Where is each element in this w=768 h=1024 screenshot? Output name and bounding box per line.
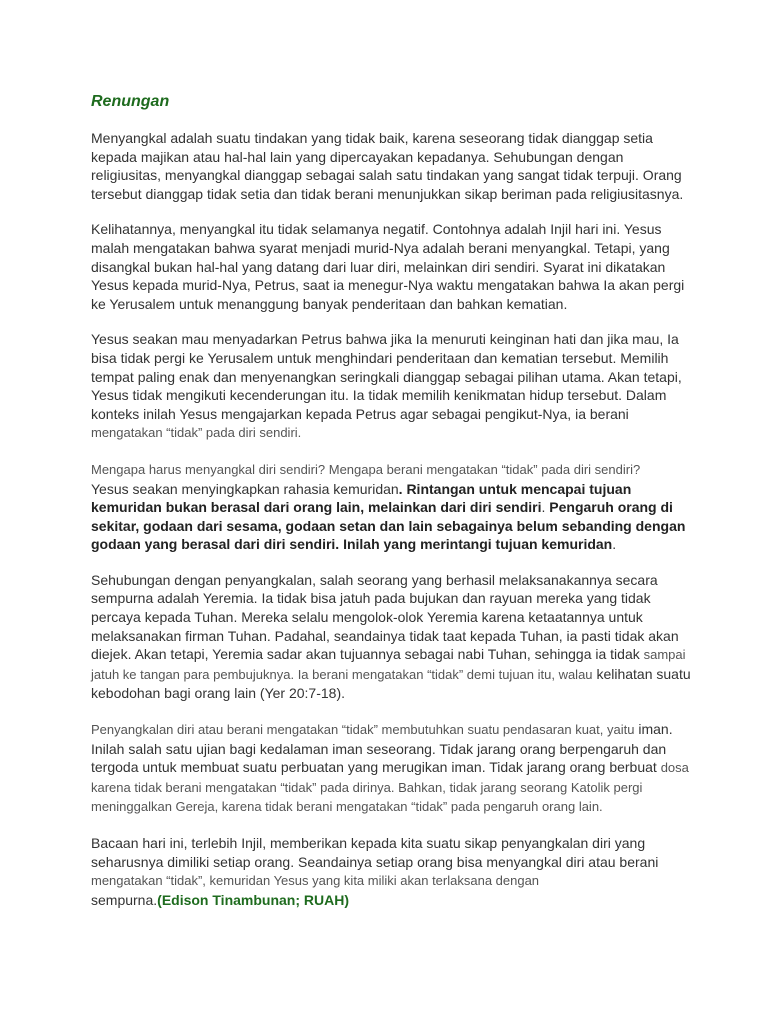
paragraph-6	[91, 720, 691, 817]
paragraph-1: Menyangkal adalah suatu tindakan yang tidak baik, karena seseorang tidak dianggap setia kepada majikan atau hal-hal lain yang dipercayakan kepadanya. Sehubungan dengan religiusitas, menyangkal dianggap sebagai salah satu tindakan yang sangat tidak terpuji. Orang tersebut dianggap tidak setia dan tidak berani menunjukkan sikap beriman pada religiusitasnya.	[91, 130, 684, 202]
paragraph-7-light: mengatakan “tidak”, kemuridan Yesus yang kita miliki akan terlaksana dengan	[91, 873, 540, 889]
paragraph-4-bold-1: . Rintangan untuk mencapai tujuan kemuridan bukan berasal dari orang lain, melainkan dari diri sendiri	[91, 480, 632, 516]
paragraph-4	[91, 460, 691, 554]
paragraph-3-tail: mengatakan “tidak” pada diri sendiri.	[91, 425, 302, 441]
paragraph-5-light: sampai jatuh ke tangan para pembujuknya. Ia berani mengatakan “tidak” demi tujuan itu, walau	[91, 647, 686, 682]
paragraph-3-text: Yesus seakan mau menyadarkan Petrus bahwa jika Ia menuruti keinginan hati dan jika mau, Ia bisa tidak pergi ke Yerusalem untuk menghindari penderitaan dan kematian tersebut. Memilih tempat paling enak dan menyenangkan seringkali dianggap sebagai pilihan utama. Akan tetapi, Yesus tidak mengikuti kecenderungan itu. Ia tidak memilih kenikmatan hidup tersebut. Dalam konteks inilah Yesus mengajarkan kepada Petrus agar sebagai pengikut-Nya, ia berani	[91, 331, 682, 422]
paragraph-3	[91, 330, 691, 443]
paragraph-6-light-2: dosa karena tidak berani mengatakan “tidak” pada dirinya. Bahkan, tidak jarang seorang Katolik pergi meninggalkan Gereja, karena tidak berani mengatakan “tidak” pada pengaruh orang lain.	[91, 760, 689, 815]
paragraph-6-text: iman. Inilah salah satu ujian bagi kedalaman iman seseorang. Tidak jarang orang berpengaruh dan tergoda untuk membuat suatu perbuatan yang merugikan iman. Tidak jarang orang berbuat	[91, 721, 673, 776]
paragraph-4-sep: .	[541, 499, 550, 516]
author-credit: (Edison Tinambunan; RUAH)	[157, 891, 349, 908]
paragraph-7-text: Bacaan hari ini, terlebih Injil, memberikan kepada kita suatu sikap penyangkalan diri yang seharusnya dimiliki setiap orang. Seandainya setiap orang bisa menyangkal diri atau berani	[91, 835, 659, 870]
paragraph-5-tail: kelihatan suatu kebodohan bagi orang lain (Yer 20:7-18).	[91, 665, 691, 702]
paragraph-4-question: Mengapa harus menyangkal diri sendiri? Mengapa berani mengatakan “tidak” pada diri sendiri?	[91, 461, 641, 477]
paragraph-4-end: .	[612, 536, 617, 553]
paragraph-6-light-1: Penyangkalan diri atau berani mengatakan “tidak” membutuhkan suatu pendasaran kuat, yaitu	[91, 722, 635, 738]
paragraph-7	[91, 834, 691, 909]
document-page	[91, 92, 691, 926]
paragraph-7-tail: sempurna.	[91, 891, 158, 908]
paragraph-4-bold-2: Pengaruh orang di sekitar, godaan dari sesama, godaan setan dan lain sebagainya belum sebanding dengan godaan yang berasal dari diri sendiri. Inilah yang merintangi tujuan kemuridan	[91, 499, 686, 553]
paragraph-5	[91, 571, 691, 703]
paragraph-2: Kelihatannya, menyangkal itu tidak selamanya negatif. Contohnya adalah Injil hari ini. Yesus malah mengatakan bahwa syarat menjadi murid-Nya adalah berani menyangkal. Tetapi, yang disangkal bukan hal-hal yang datang dari luar diri, melainkan diri sendiri. Syarat ini dikatakan Yesus kepada murid-Nya, Petrus, saat ia menegur-Nya waktu mengatakan bahwa Ia akan pergi ke Yerusalem untuk menanggung banyak penderitaan dan bahkan kematian.	[91, 221, 685, 312]
paragraph-5-text: Sehubungan dengan penyangkalan, salah seorang yang berhasil melaksanakannya secara sempurna adalah Yeremia. Ia tidak bisa jatuh pada bujukan dan rayuan mereka yang tidak percaya kepada Tuhan. Mereka selalu mengolok-olok Yeremia karena ketaatannya untuk melaksanakan firman Tuhan. Padahal, seandainya tidak taat kepada Tuhan, ia pasti tidak akan diejek. Akan tetapi, Yeremia sadar akan tujuannya sebagai nabi Tuhan, sehingga ia tidak	[91, 571, 679, 663]
page-title: Renungan	[91, 93, 170, 110]
paragraph-4-text: Yesus seakan menyingkapkan rahasia kemuridan	[91, 480, 399, 497]
